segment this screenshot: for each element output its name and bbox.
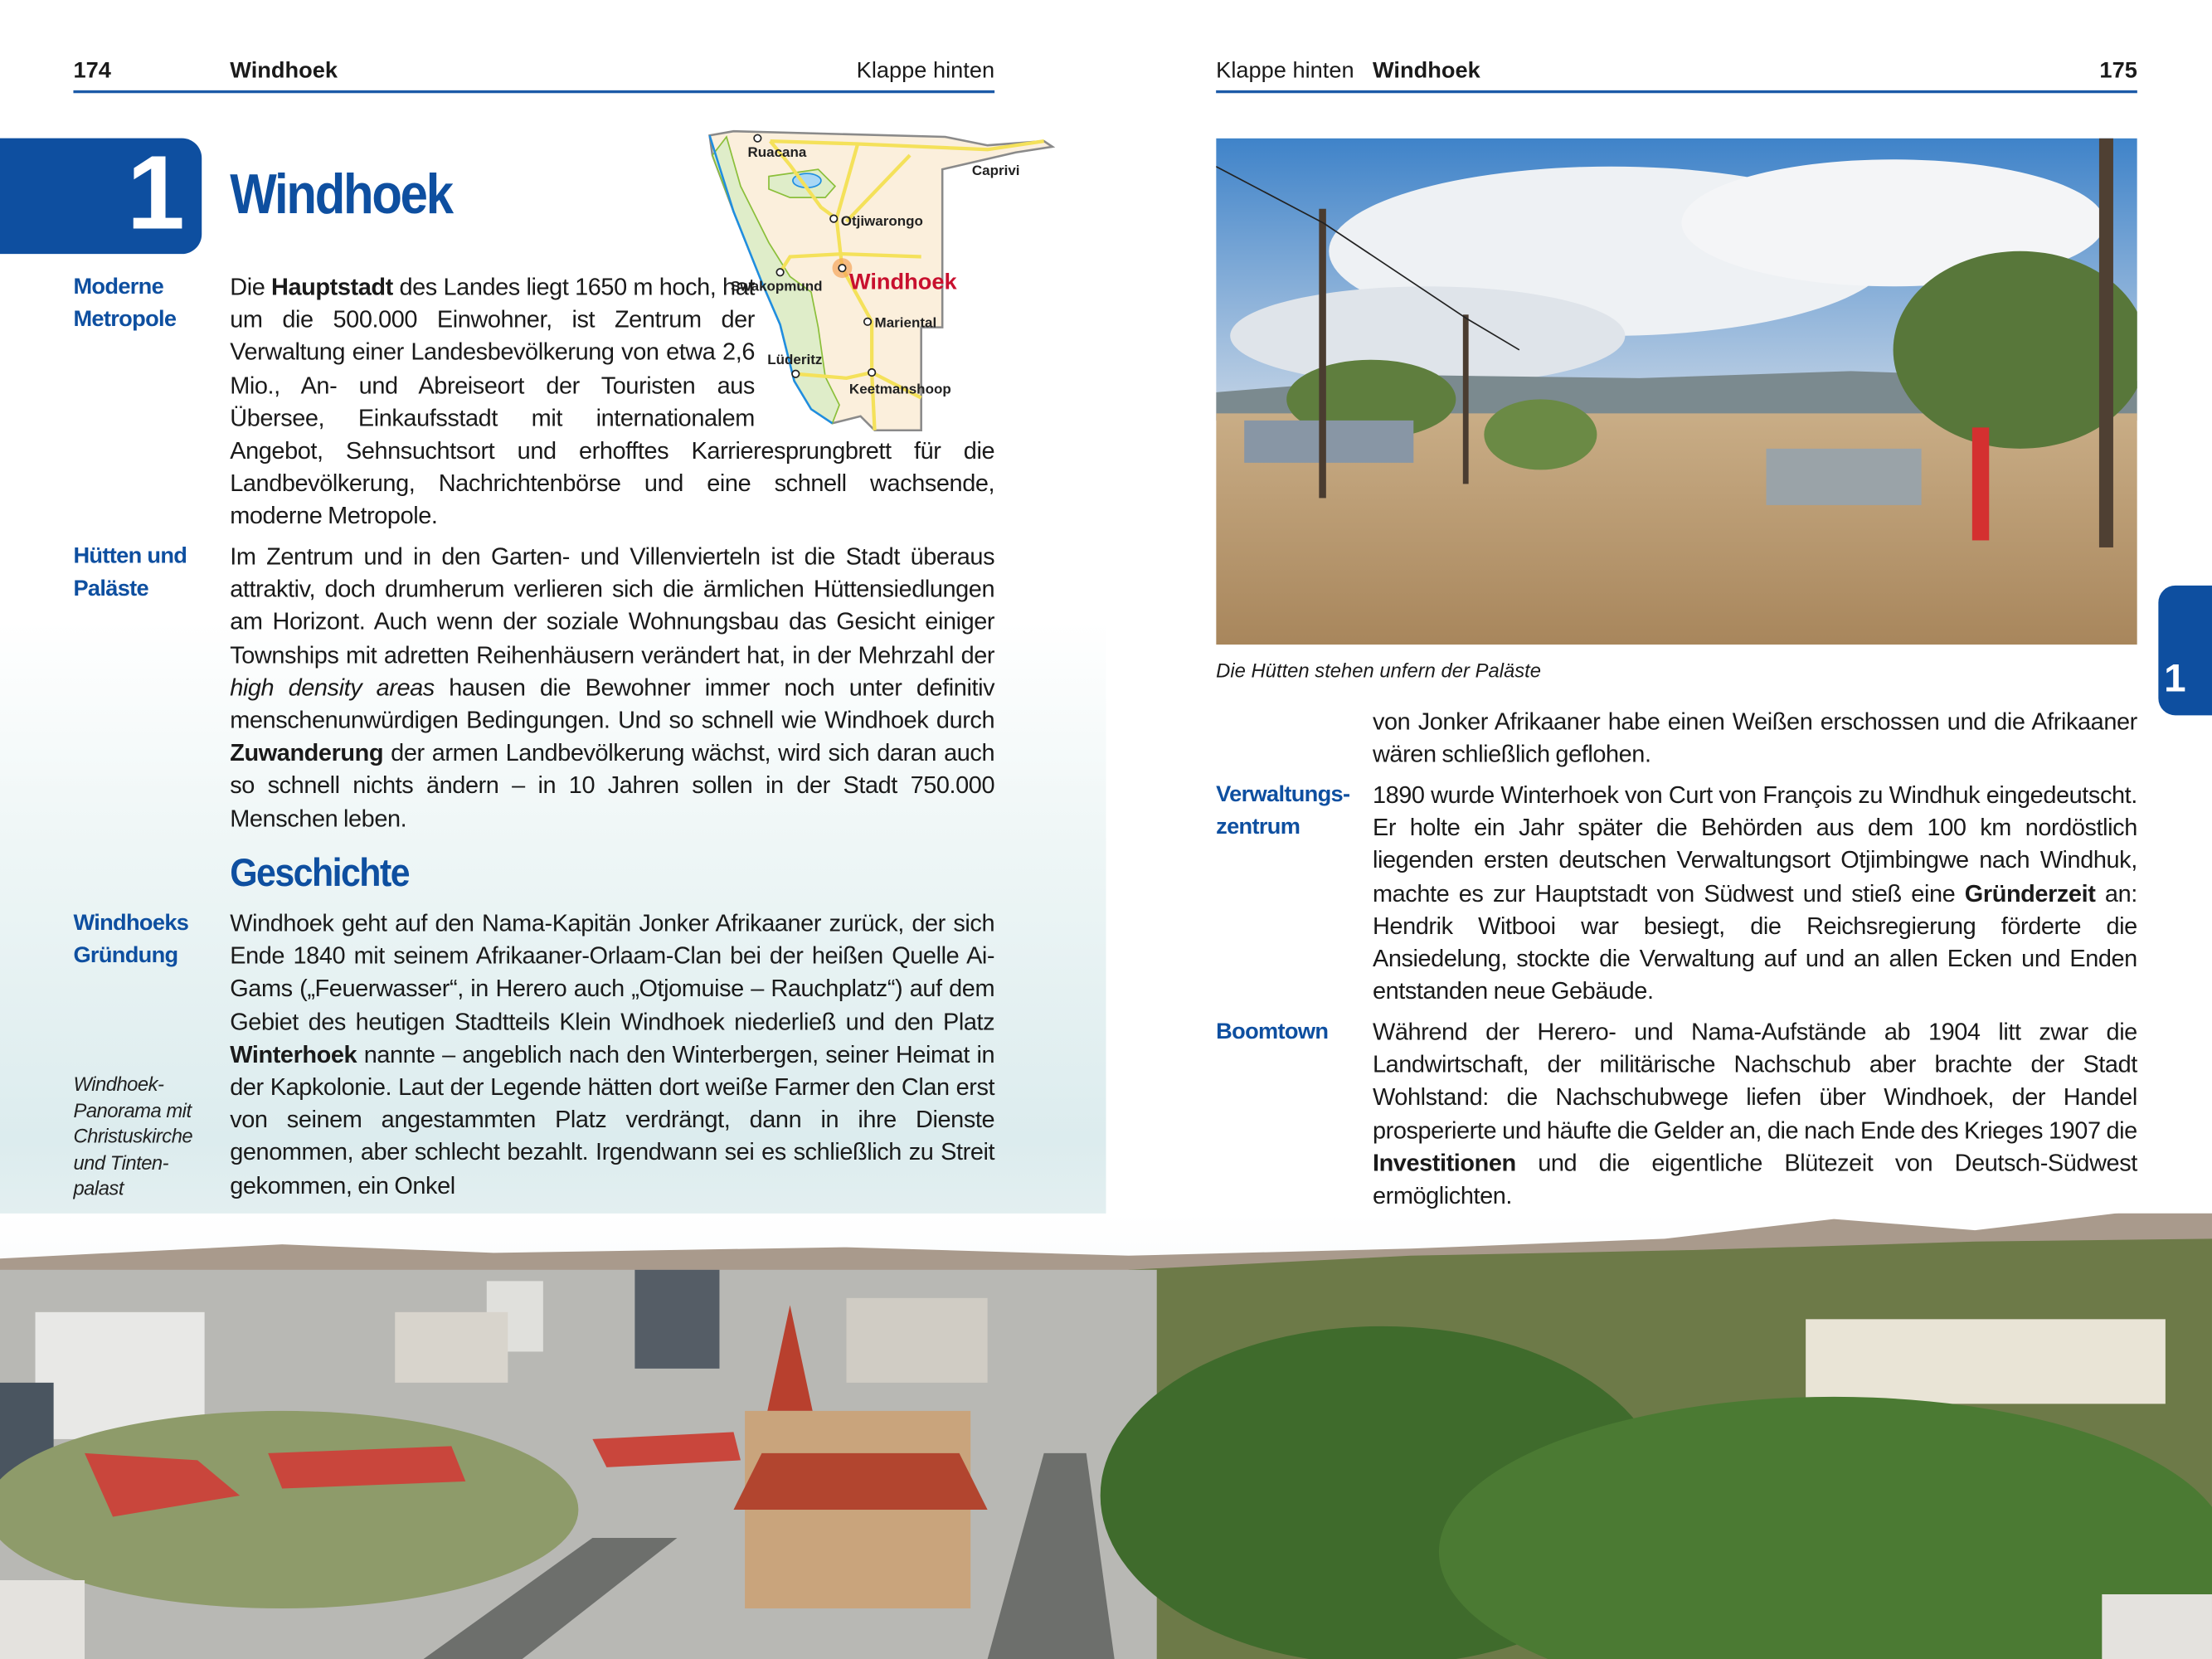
paragraph-continuation: von Jonker Afrikaaner habe einen Weißen erschossen und die Afrikaaner wären schließlich geflohen. [1372,708,2137,768]
sidenote-line: zentrum [1216,815,1300,840]
chapter-number: 1 [126,134,182,251]
bold-term: Hauptstadt [271,273,393,301]
caption-line: Panorama mit [73,1098,192,1121]
city-marker [754,134,761,142]
text: Windhoek geht auf den Nama-Kapitän Jonker Afrikaaner zurück, der sich Ende 1840 mit seinem Afrikaaner-Orlaam-Clan bei der heißen Quelle Ai-Gams („Feuerwasser“, in Herero auch „Otjomuise – Rauchplatz“) auf dem Gebiet des heutigen Stadtteils Klein Windhoek niederließ und den Platz [230,910,995,1035]
chapter-number-box [0,134,202,254]
map-label-swakopmund: Swakopmund [731,278,823,294]
text: des Landes liegt 1650 m hoch, hat um die 500.000 Einwohner, ist Zentrum der Verwaltung einer Landesbevölkerung von etwa 2,6 Mio., An- und Abreiseort der Touristen aus Übersee, Einkaufsstadt mit internationalem Angebot, Sehnsuchtsort und erhofftes Karrieresprungbrett für die Landbevölkerung, Nachrichtenbörse und eine schnell wachsende, moderne Metropole. [230,273,995,530]
sidenote-line: Metropole [73,308,177,333]
caption-line: Windhoek- [73,1072,164,1095]
caption-line: Christuskirche [73,1124,193,1147]
bold-term: Zuwanderung [230,739,384,766]
map-label-mariental: Mariental [874,314,937,331]
sidenote-line: Moderne [73,275,164,299]
header-rule [73,90,994,93]
paragraph-gruendung [230,907,994,1202]
page-number: 175 [2099,59,2137,84]
bold-term: Winterhoek [230,1040,357,1068]
map-label-keetmanshoop: Keetmanshoop [848,381,951,397]
city-marker [830,215,838,222]
chapter-thumb-tab[interactable] [2158,586,2212,715]
map-label-caprivi: Caprivi [971,162,1020,178]
text: hausen die Bewohner immer noch unter definitiv menschenunwürdigen Bedingungen. Und so schnell wie Windhoek durch [230,674,995,734]
caption-line: und Tinten- [73,1151,169,1174]
right-section-label: Klappe hinten [1216,59,1354,84]
paragraph-huetten [230,540,994,834]
panorama-caption [73,1071,214,1201]
chapter-title: Windhoek [230,163,452,226]
running-title: Windhoek [230,59,338,84]
text: nannte – angeblich nach den Winterbergen, seiner Heimat in der Kapkolonie. Laut der Legende hätten dort weiße Farmer den Clan erst von seinem angestammten Platz verdrängt, dann in ihre Dienste genommen, aber schlecht bezahlt. Irgendwann sei es schließlich zu Streit gekommen, ein Onkel [230,1040,995,1199]
caption-line: palast [73,1176,124,1199]
map-label-luederitz: Lüderitz [767,351,823,367]
map-label-ruacana: Ruacana [747,144,807,160]
map-label-windhoek: Windhoek [848,268,957,294]
sidenote-line: Windhoeks [73,911,189,936]
panorama-graphic [0,1214,2212,1659]
photo-huetten [1216,139,2137,645]
bold-term: Gründerzeit [1964,879,2096,907]
page-number: 174 [73,59,111,84]
sidenote-line: Verwaltungs- [1216,782,1350,807]
text: der armen Landbevölkerung wächst, wird sich daran auch so schnell nichts ändern – in 10 Jahren sollen in der Stadt 750.000 Menschen leben. [230,739,995,832]
sidenote-line: Hütten und [73,544,187,569]
right-page-number [2099,59,2137,85]
italic-term: high density areas [230,674,435,702]
text: Die [230,273,272,301]
map-wrap-space [755,268,994,429]
text: 1890 wurde Winterhoek von Curt von François zu Windhuk eingedeutscht. Er holte ein Jahr später die Behörden aus dem 100 km nordöstlich liegenden ersten deutschen Verwaltungsort Otjimbingwe nach Windhuk, machte es zur Hauptstadt von Südwest und stieß eine [1372,781,2137,907]
paragraph-verwaltung [1373,779,2137,1008]
paragraph-boomtown [1373,1016,2137,1213]
photo-graphic [1216,139,2137,645]
photo-caption: Die Hütten stehen unfern der Paläste [1216,659,1542,682]
text: Im Zentrum und in den Garten- und Villenvierteln ist die Stadt überaus attraktiv, doch drumherum verlieren sich die ärmlichen Hüttensiedlungen am Horizont. Auch wenn der soziale Wohnungsbau das Gesicht einiger Townships mit adretten Reihenhäusern verändert hat, in der Mehrzahl der [230,542,995,669]
section-heading-geschichte: Geschichte [230,850,410,895]
running-title: Windhoek [1372,59,1480,84]
header-rule [1216,90,2137,93]
windhoek-panorama-photo [0,1214,2212,1659]
sidenote-boomtown [1216,1016,1357,1048]
left-running-title [230,59,338,85]
text: an: Hendrik Witbooi war besiegt, die Reichsregierung förderte die Ansiedelung, stockte die Verwaltung auf und an allen Ecken und Enden entstanden neue Gebäude. [1372,879,2137,1005]
map-label-otjiwarongo: Otjiwarongo [840,213,923,230]
sidenote-line: Gründung [73,944,178,969]
sidenote-line: Boomtown [1216,1019,1329,1044]
sidenote-verwaltungszentrum [1216,779,1357,844]
sidenote-huetten-palaeste [73,540,214,606]
sidenote-windhoeks-gruendung [73,907,214,973]
sidenote-moderne-metropole [73,271,214,337]
text: und die eigentliche Blütezeit von Deutsch-Südwest ermöglichten. [1372,1149,2137,1209]
left-page-number [73,59,110,85]
thumb-tab-number: 1 [2164,655,2186,700]
right-running-title [1373,59,1480,85]
paragraph-intro [230,268,995,533]
text: Während der Herero- und Nama-Aufstände ab 1904 litt zwar die Landwirtschaft, der militärische Nachschub aber brachte der Stadt Wohlstand: die Nachschubwege liefen über Windhoek, der Handel prosperierte und häufte die Gelder an, die nach Ende des Krieges 1907 die [1372,1019,2137,1144]
sidenote-line: Paläste [73,577,149,601]
left-section-label: Klappe hinten [856,59,995,84]
bold-term: Investitionen [1372,1149,1516,1177]
